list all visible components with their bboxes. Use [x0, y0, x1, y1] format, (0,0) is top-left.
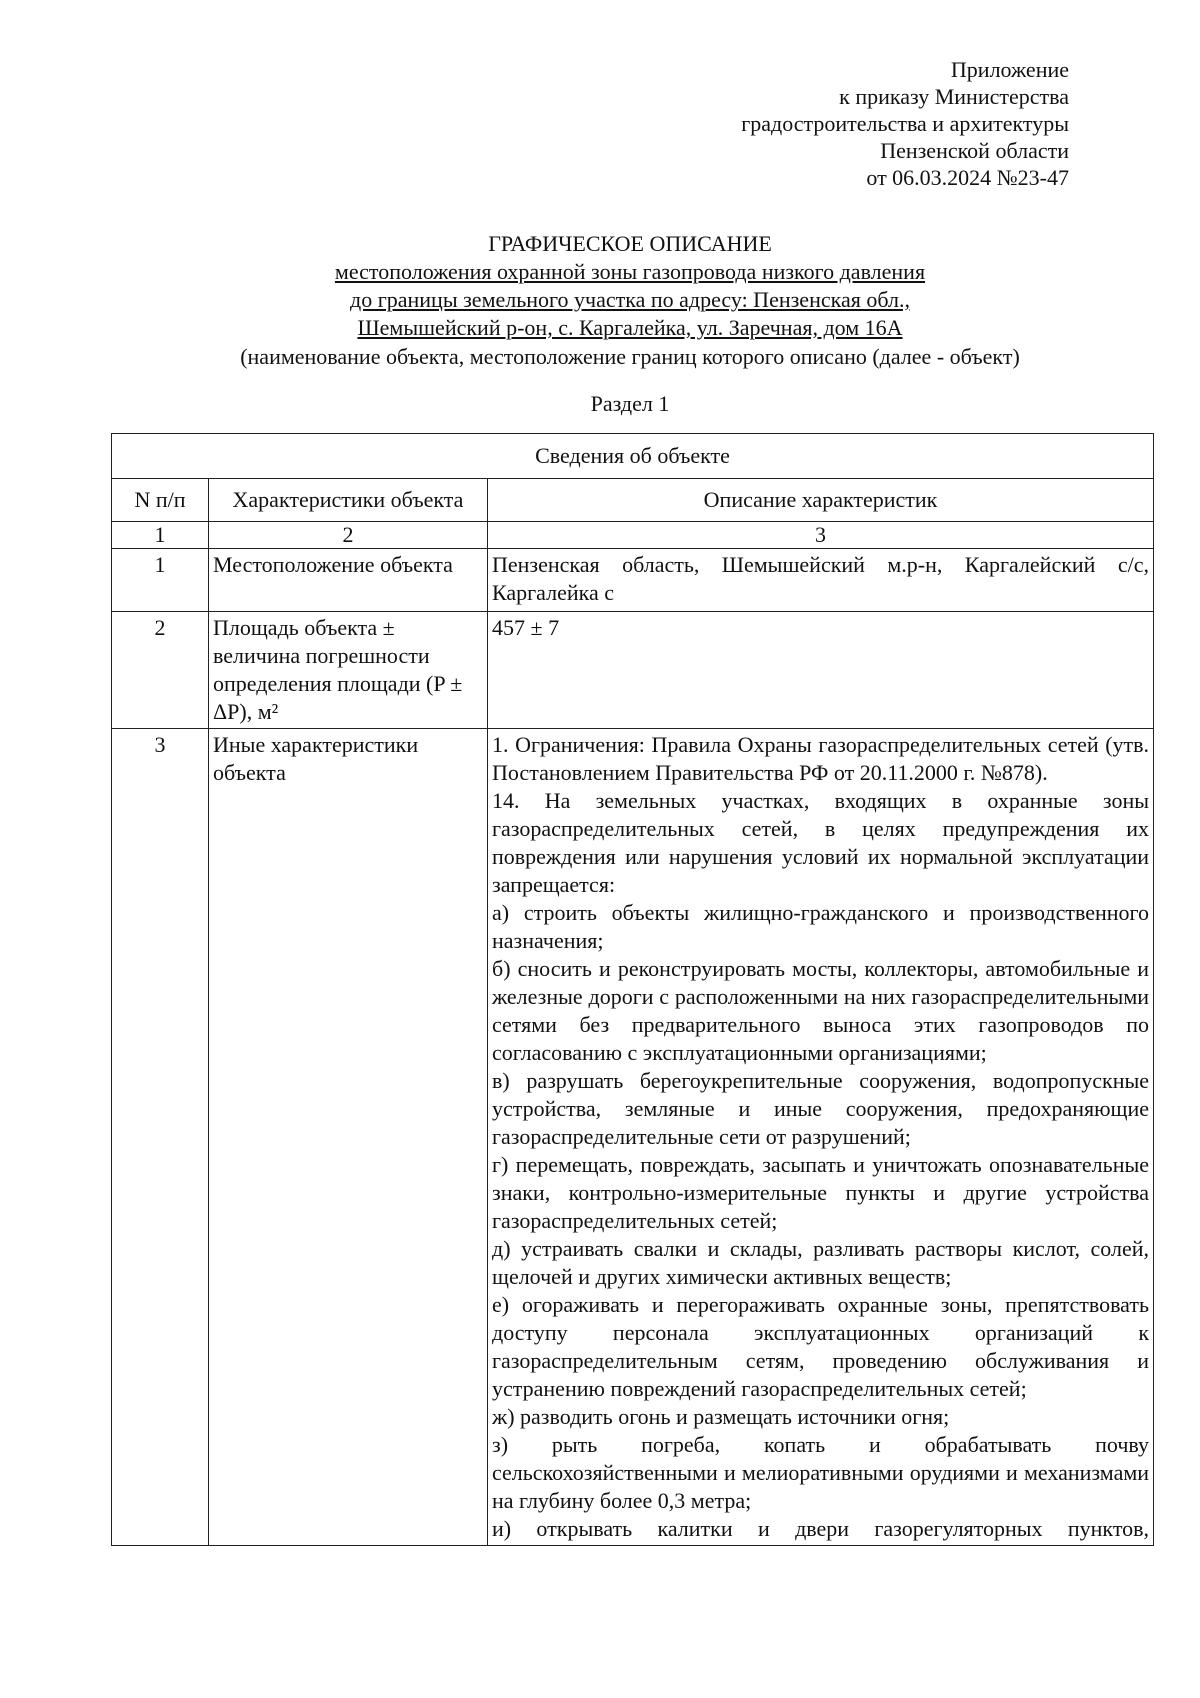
object-info-table [111, 433, 1154, 1546]
object-name-line: Шемышейский р-он, с. Каргалейка, ул. Заречная, дом 16А [357, 315, 903, 340]
column-header-description: Описание характеристик [488, 479, 1154, 522]
appendix-line: градостроительства и архитектуры [741, 111, 1069, 136]
row-description [488, 612, 1154, 729]
row-number: 1 [112, 549, 209, 612]
description-paragraph: ж) разводить огонь и размещать источники огня; [492, 1404, 950, 1429]
column-number: 2 [209, 522, 488, 549]
description-paragraph: д) устраивать свалки и склады, разливать растворы кислот, солей, щелочей и других химически активных веществ; [492, 1236, 1150, 1289]
column-header-row [112, 479, 1154, 522]
table-header-row [112, 434, 1154, 479]
row-characteristic: Местоположение объекта [209, 549, 488, 612]
row-number: 3 [112, 729, 209, 1546]
section-title: Раздел 1 [590, 391, 670, 416]
description-paragraph: б) сносить и реконструировать мосты, коллекторы, автомобильные и железные дороги с расположенными на них газораспределительными сетями без предварительного выноса этих газопроводов по согласованию с эксплуатационными организациями; [492, 956, 1150, 1065]
row-description [488, 549, 1154, 612]
description-paragraph: е) огораживать и перегораживать охранные зоны, препятствовать доступу персонала эксплуатационных организаций к газораспределительным сетям, проведению обслуживания и устранению повреждений газораспределительных сетей; [492, 1292, 1150, 1401]
row-characteristic: Площадь объекта ± величина погрешности определения площади (P ± ΔP), м² [209, 612, 488, 729]
description-paragraph: в) разрушать берегоукрепительные сооружения, водопропускные устройства, земляные и иные сооружения, предохраняющие газораспределительные сети от разрушений; [492, 1068, 1150, 1149]
row-description [488, 729, 1154, 1546]
description-paragraph: Пензенская область, Шемышейский м.р-н, Каргалейский с/с, Каргалейка с [492, 552, 1150, 605]
appendix-block [741, 56, 1069, 191]
table-row [112, 549, 1154, 612]
appendix-line: к приказу Министерства [839, 84, 1069, 109]
table-row [112, 612, 1154, 729]
table-row [112, 729, 1154, 1546]
description-paragraph: г) перемещать, повреждать, засыпать и уничтожать опознавательные знаки, контрольно-измерительные пункты и другие устройства газораспределительных сетей; [492, 1152, 1150, 1233]
description-paragraph: а) строить объекты жилищно-гражданского и производственного назначения; [492, 900, 1150, 953]
object-name-line: местоположения охранной зоны газопровода низкого давления [334, 259, 926, 284]
title-block [0, 230, 1200, 372]
description-paragraph: 457 ± 7 [492, 615, 560, 640]
object-caption: (наименование объекта, местоположение границ которого описано (далее - объект) [240, 344, 1020, 369]
object-name-line: до границы земельного участка по адресу: Пензенская обл., [350, 287, 910, 312]
column-header-characteristic: Характеристики объекта [209, 479, 488, 522]
row-number: 2 [112, 612, 209, 729]
column-number-row [112, 522, 1154, 549]
description-paragraph: и) открывать калитки и двери газорегуляторных пунктов, [492, 1516, 1150, 1541]
appendix-line: Приложение [950, 57, 1069, 82]
appendix-line: Пензенской области [880, 138, 1069, 163]
document-title: ГРАФИЧЕСКОЕ ОПИСАНИЕ [488, 231, 772, 256]
description-paragraph: 14. На земельных участках, входящих в охранные зоны газораспределительных сетей, в целях предупреждения их повреждения или нарушения условий их нормальной эксплуатации запрещается: [492, 788, 1150, 897]
column-header-num: N п/п [112, 479, 209, 522]
column-number: 3 [488, 522, 1154, 549]
description-paragraph: 1. Ограничения: Правила Охраны газораспределительных сетей (утв. Постановлением Правительства РФ от 20.11.2000 г. №878). [492, 732, 1150, 785]
row-characteristic: Иные характеристики объекта [209, 729, 488, 1546]
appendix-line: от 06.03.2024 №23-47 [866, 165, 1069, 190]
description-paragraph: з) рыть погреба, копать и обрабатывать почву сельскохозяйственными и мелиоративными орудиями и механизмами на глубину более 0,3 метра; [492, 1432, 1150, 1513]
table-header: Сведения об объекте [112, 434, 1154, 479]
column-number: 1 [112, 522, 209, 549]
